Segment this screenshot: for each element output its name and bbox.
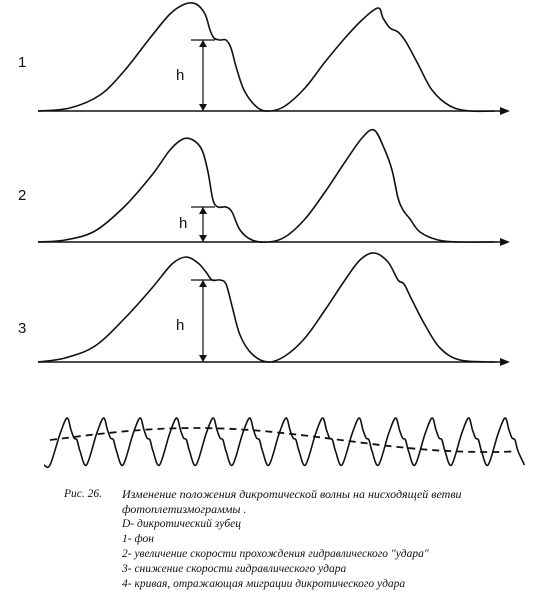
- caption-item-4: 4- кривая, отражающая миграции дикротического удара: [122, 578, 406, 590]
- wave-train: [44, 418, 525, 467]
- waveform-1: [38, 3, 495, 112]
- panel-2: [18, 130, 510, 246]
- caption-item-1: 1- фон: [122, 533, 154, 545]
- height-label-2: h: [179, 215, 188, 232]
- row-label-3: 3: [18, 320, 27, 337]
- panel-3: [18, 253, 510, 366]
- caption-item-3: 3- снижение скорости гидравлического удара: [122, 563, 347, 575]
- wave-train-panel: [44, 418, 525, 467]
- dicrotic-migration-curve: [50, 428, 515, 452]
- caption-header: [64, 487, 534, 517]
- caption-item-d: D- дикротический зубец: [122, 518, 241, 530]
- row-label-1: 1: [18, 54, 27, 71]
- height-marker-2: [179, 207, 215, 242]
- caption-title: Изменение положения дикротической волны на нисходящей ветви фотоплетизмограммы .: [122, 487, 462, 516]
- caption-item-2: 2- увеличение скорости прохождения гидравлического "удара": [122, 548, 429, 560]
- axis-arrow-2: [500, 238, 510, 246]
- height-label-3: h: [176, 317, 185, 334]
- height-marker-1: [176, 40, 215, 111]
- panel-1: [18, 3, 510, 115]
- figure-caption: [64, 487, 534, 592]
- axis-arrow-1: [500, 107, 510, 115]
- waveform-2: [38, 130, 495, 243]
- height-label-1: h: [176, 67, 185, 84]
- row-label-2: 2: [18, 187, 27, 204]
- caption-legend: [122, 517, 534, 592]
- axis-arrow-3: [500, 358, 510, 366]
- caption-figure-number: Рис. 26.: [64, 488, 103, 500]
- height-marker-3: [176, 280, 215, 362]
- waveform-3: [38, 253, 495, 362]
